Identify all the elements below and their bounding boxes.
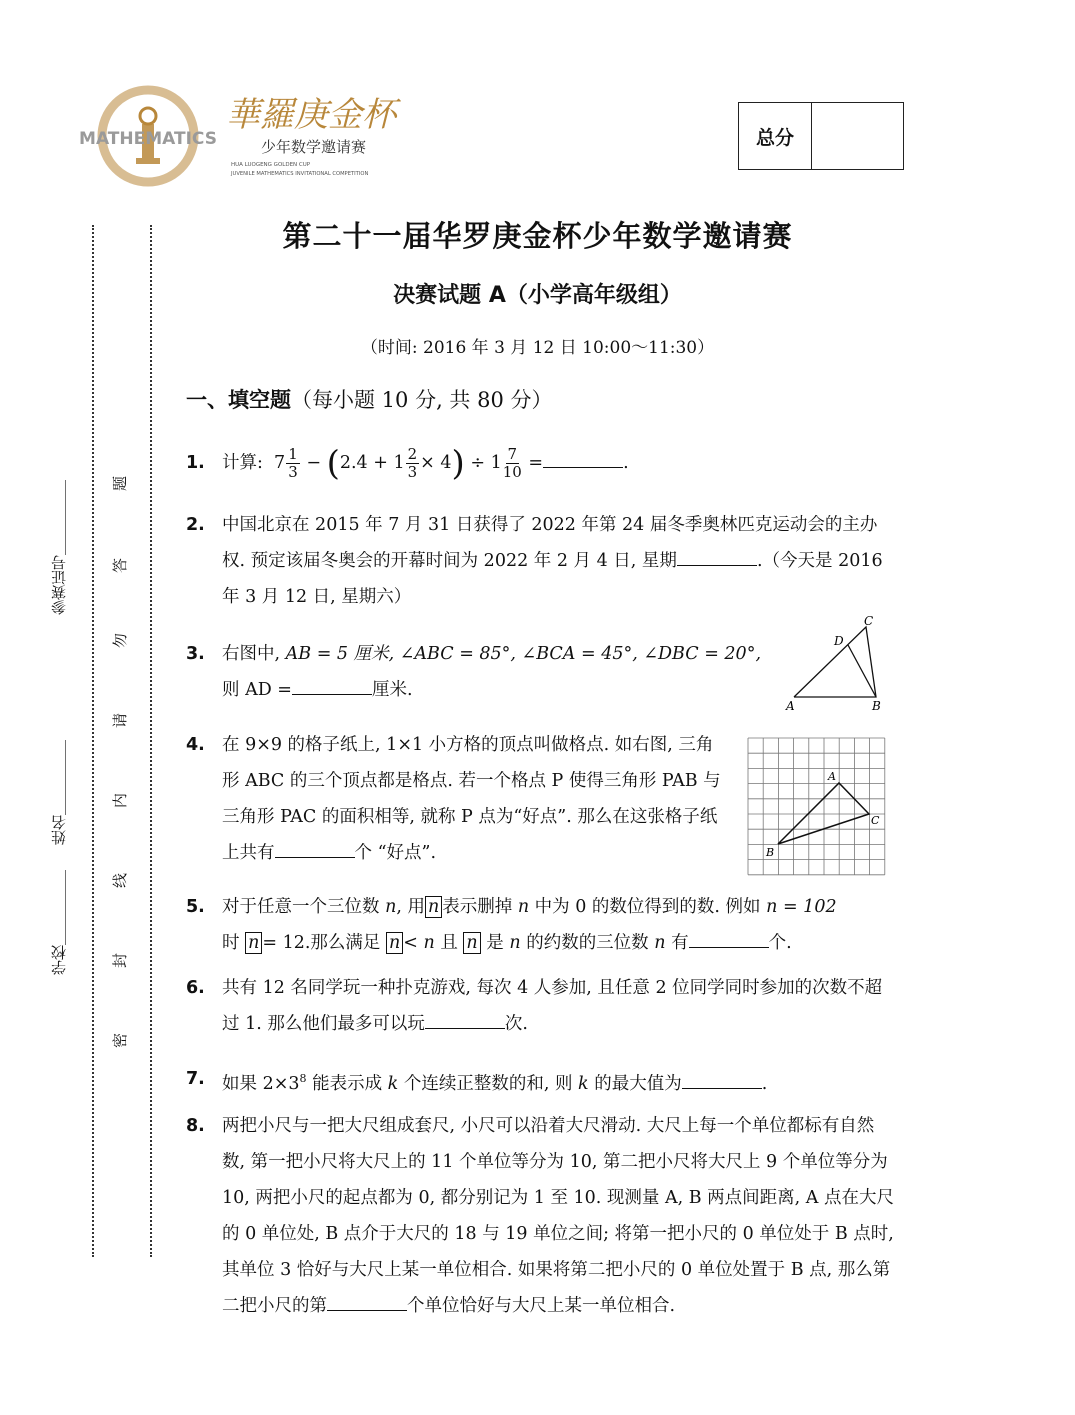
total-score-field[interactable] xyxy=(812,103,903,169)
answer-blank-1[interactable] xyxy=(543,449,623,468)
label-c: C xyxy=(864,614,874,628)
logo-en-line2: JUVENILE MATHEMATICS INVITATIONAL COMPETITION xyxy=(231,171,369,177)
total-score-box xyxy=(738,102,904,170)
seal-char: 题 xyxy=(111,475,130,492)
id-label: 参赛证号＿＿＿＿＿ xyxy=(50,480,68,615)
competition-logo xyxy=(79,86,396,186)
seal-char: 封 xyxy=(111,952,130,969)
label-b: B xyxy=(872,699,881,713)
answer-blank-4[interactable] xyxy=(275,839,355,858)
question-6: 6. 共有 12 名同学玩一种扑克游戏, 每次 4 人参加, 且任意 2 位同学同时参加的次数不超过 1. 那么他们最多可以玩 次. xyxy=(186,978,883,1034)
label-d: D xyxy=(834,634,844,648)
question-5: 5. 对于任意一个三位数 n, 用 n 表示删掉 n 中为 0 的数位得到的数. 例如 n = 102 时 n = 12.那么满足 n < n 且 n 是 n 的约数的三位数 n 有 个. xyxy=(186,897,837,953)
exam-title: 第二十一届华罗庚金杯少年数学邀请赛 xyxy=(282,219,793,253)
seal-char: 线 xyxy=(111,872,130,889)
question-1: 1. 计算: 7 $\frac{1}{3}$ − (2.4 + 1 $\frac{2}{3}$ × 4) ÷ 1 $\frac{7}{10}$ = . xyxy=(186,443,629,484)
logo-script-title: 華羅庚金杯 xyxy=(226,95,396,135)
binding-dotted-line-right xyxy=(150,225,152,1257)
answer-blank-3[interactable] xyxy=(292,676,372,695)
section-heading: 一、填空题（每小题 10 分, 共 80 分） xyxy=(186,388,553,412)
question-8: 8. 两把小尺与一把大尺组成套尺, 小尺可以沿着大尺滑动. 大尺上每一个单位都标有自然数, 第一把小尺将大尺上的 11 个单位等分为 10, 第二把小尺将大尺上 9 个单位等分为 10, 两把小尺的起点都为 0, 都分别记为 1 至 10. 现测量 A, B 两点间距离, A 点在大尺的 0 单位处, B 点介于大尺的 18 与 19 单位之间; 将第一把小尺的 0 单位处于 B 点时, 其单位 3 恰好与大尺上某一单位相合. 如果将第二把小尺的 0 单位处置于 B 点, 那么第二把小尺的第 个单位恰好与大尺上某一单位相合. xyxy=(186,1116,895,1316)
answer-blank-8[interactable] xyxy=(327,1292,407,1311)
label-b: B xyxy=(766,846,775,859)
seal-char: 内 xyxy=(111,792,130,809)
medal-emblem-icon xyxy=(79,90,217,182)
exam-time: （时间: 2016 年 3 月 12 日 10:00～11:30） xyxy=(360,338,715,358)
label-a: A xyxy=(828,770,836,783)
question-7: 7. 如果 $2\times 3^8$ 能表示成 k 个连续正整数的和, 则 k 的最大值为 . xyxy=(186,1069,768,1094)
label-a: A xyxy=(786,699,795,713)
question-3: 3. 右图中, AB = 5 厘米, ∠ABC = 85°, ∠BCA = 45°, ∠DBC = 20°, 则 AD = 厘米. xyxy=(186,644,762,700)
medal-text: MATHEMATICS xyxy=(79,129,217,149)
seal-char: 密 xyxy=(111,1032,130,1049)
answer-blank-6[interactable] xyxy=(425,1010,505,1029)
seal-char: 请 xyxy=(111,712,130,729)
grid-figure-q4 xyxy=(748,738,885,875)
question-4: 4. 在 9×9 的格子纸上, 1×1 小方格的顶点叫做格点. 如右图, 三角形 ABC 的三个顶点都是格点. 若一个格点 P 使得三角形 PAB 与三角形 PAC 的面积相等, 就称 P 点为“好点”. 那么在这张格子纸上共有 个 “好点”. xyxy=(186,735,721,863)
answer-blank-7[interactable] xyxy=(682,1070,762,1089)
name-label: 姓名＿＿＿＿＿ xyxy=(50,740,68,845)
school-label: 学校＿＿＿＿＿ xyxy=(50,870,68,975)
binding-dotted-line-left xyxy=(92,225,94,1257)
answer-blank-2[interactable] xyxy=(677,547,757,566)
logo-en-line1: HUA LUOGENG GOLDEN CUP xyxy=(231,162,311,168)
exam-subtitle: 决赛试题 A（小学高年级组） xyxy=(393,283,682,308)
logo-cn-subtitle: 少年数学邀请赛 xyxy=(261,138,367,156)
triangle-figure-q3 xyxy=(780,615,890,715)
answer-blank-5[interactable] xyxy=(689,929,769,948)
seal-char: 答 xyxy=(111,557,130,574)
question-2: 2. 中国北京在 2015 年 7 月 31 日获得了 2022 年第 24 届冬季奥林匹克运动会的主办权. 预定该届冬奥会的开幕时间为 2022 年 2 月 4 日, 星期 .（今天是 2016 年 3 月 12 日, 星期六） xyxy=(186,515,883,607)
seal-char: 勿 xyxy=(111,632,130,649)
label-c: C xyxy=(871,814,880,827)
total-score-label: 总分 xyxy=(739,103,812,169)
